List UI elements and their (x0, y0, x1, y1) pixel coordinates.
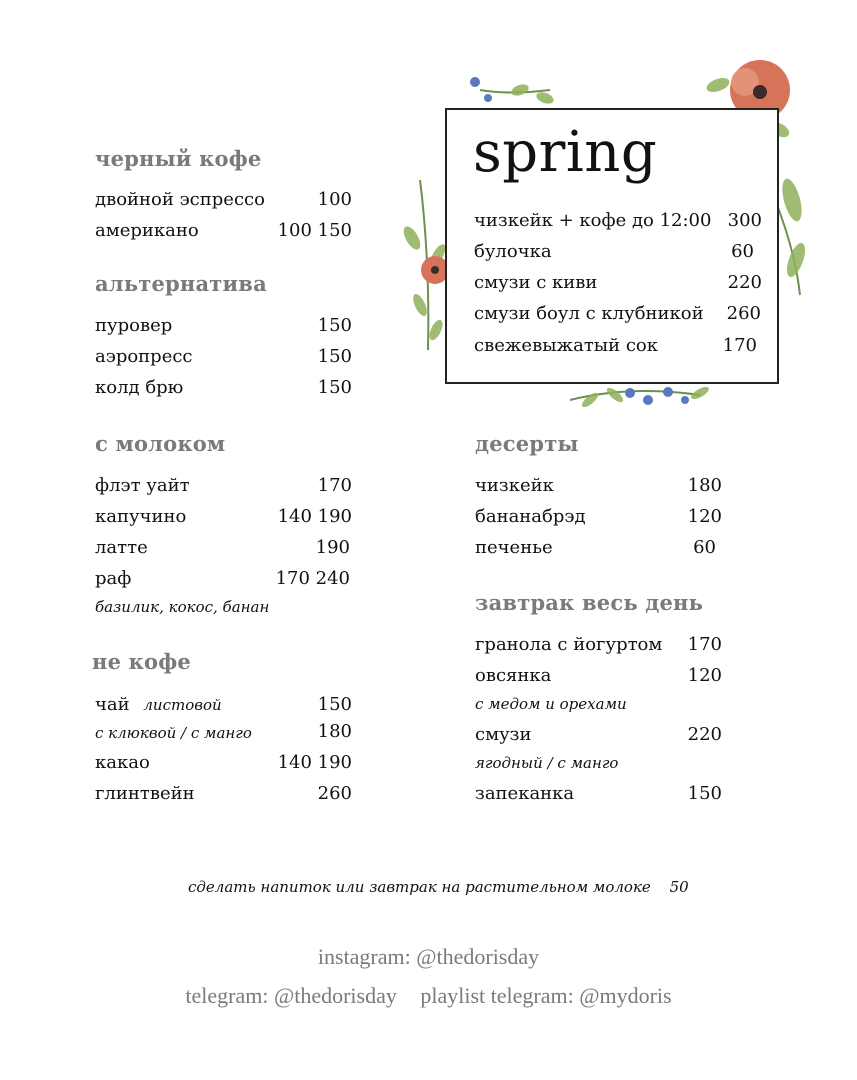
menu-item-price: 100 (317, 189, 352, 210)
menu-item-name: какао (95, 752, 150, 773)
plant-milk-note-text: сделать напиток или завтрак на растительном молоке (188, 878, 651, 896)
menu-item-price: 260 (317, 783, 352, 804)
menu-item-price: 140 190 (277, 506, 352, 527)
footer-telegram-row (0, 983, 857, 1009)
menu-item-price: 180 (687, 475, 722, 496)
menu-item-note: ягодный / с манго (475, 754, 619, 772)
black-coffee-heading: черный кофе (95, 146, 262, 171)
menu-item-price: 150 (317, 315, 352, 336)
menu-item-name: овсянка (475, 665, 552, 686)
with-milk-heading: с молоком (95, 431, 226, 456)
menu-item-name: американо (95, 220, 199, 241)
menu-item-price: 260 (726, 303, 761, 324)
telegram-handle: telegram: @thedorisday (185, 983, 397, 1008)
menu-item-price: 170 240 (275, 568, 350, 589)
menu-item-name: чай (95, 694, 130, 715)
menu-item-name: латте (95, 537, 148, 558)
menu-item-name: чизкейк + кофе до 12:00 (474, 210, 712, 231)
menu-item-name: свежевыжатый сок (474, 335, 658, 356)
menu-item-name: смузи с киви (474, 272, 598, 293)
breakfast-heading: завтрак весь день (475, 590, 704, 615)
menu-item-name: раф (95, 568, 132, 589)
menu-item-price: 180 (317, 721, 352, 742)
menu-item-price: 140 190 (277, 752, 352, 773)
menu-item-price: 60 (731, 241, 754, 262)
menu-item-name: глинтвейн (95, 783, 195, 804)
menu-item-name: чизкейк (475, 475, 554, 496)
menu-item-name: смузи боул с клубникой (474, 303, 704, 324)
menu-item-name: пуровер (95, 315, 173, 336)
menu-item-price: 170 (722, 335, 757, 356)
menu-item-price: 150 (317, 694, 352, 715)
menu-item-price: 220 (687, 724, 722, 745)
menu-item-price: 170 (687, 634, 722, 655)
menu-item-note: с клюквой / с манго (95, 724, 252, 742)
playlist-telegram-handle: playlist telegram: @mydoris (420, 983, 672, 1008)
instagram-handle: instagram: @thedorisday (317, 944, 540, 969)
menu-item-price: 150 (317, 346, 352, 367)
not-coffee-heading: не кофе (92, 649, 191, 674)
footer-instagram (0, 944, 857, 970)
spring-special-box (445, 108, 779, 384)
menu-item-note: базилик, кокос, банан (95, 598, 270, 616)
menu-item-name: двойной эспрессо (95, 189, 265, 210)
menu-item-note: листовой (143, 696, 222, 714)
menu-item-name: гранола с йогуртом (475, 634, 663, 655)
menu-item-name: флэт уайт (95, 475, 190, 496)
menu-item-name: капучино (95, 506, 187, 527)
spring-title: spring (473, 120, 658, 185)
alternative-heading: альтернатива (95, 271, 267, 296)
menu-item-name: колд брю (95, 377, 184, 398)
menu-item-name: печенье (475, 537, 553, 558)
menu-item-price: 120 (687, 506, 722, 527)
menu-item-tea (95, 694, 222, 715)
menu-item-price: 190 (315, 537, 350, 558)
menu-item-price: 120 (687, 665, 722, 686)
desserts-heading: десерты (475, 431, 579, 456)
plant-milk-note (188, 878, 689, 896)
menu-item-name: смузи (475, 724, 532, 745)
plant-milk-price: 50 (669, 878, 689, 896)
menu-item-price: 150 (687, 783, 722, 804)
menu-item-price: 100 150 (277, 220, 352, 241)
menu-item-price: 170 (317, 475, 352, 496)
menu-item-price: 60 (693, 537, 716, 558)
menu-item-price: 150 (317, 377, 352, 398)
menu-item-name: запеканка (475, 783, 575, 804)
menu-item-name: аэропресс (95, 346, 193, 367)
menu-item-price: 220 (727, 272, 762, 293)
menu-item-price: 300 (727, 210, 762, 231)
menu-item-name: булочка (474, 241, 552, 262)
menu-item-note: с медом и орехами (475, 695, 627, 713)
menu-item-name: бананабрэд (475, 506, 586, 527)
